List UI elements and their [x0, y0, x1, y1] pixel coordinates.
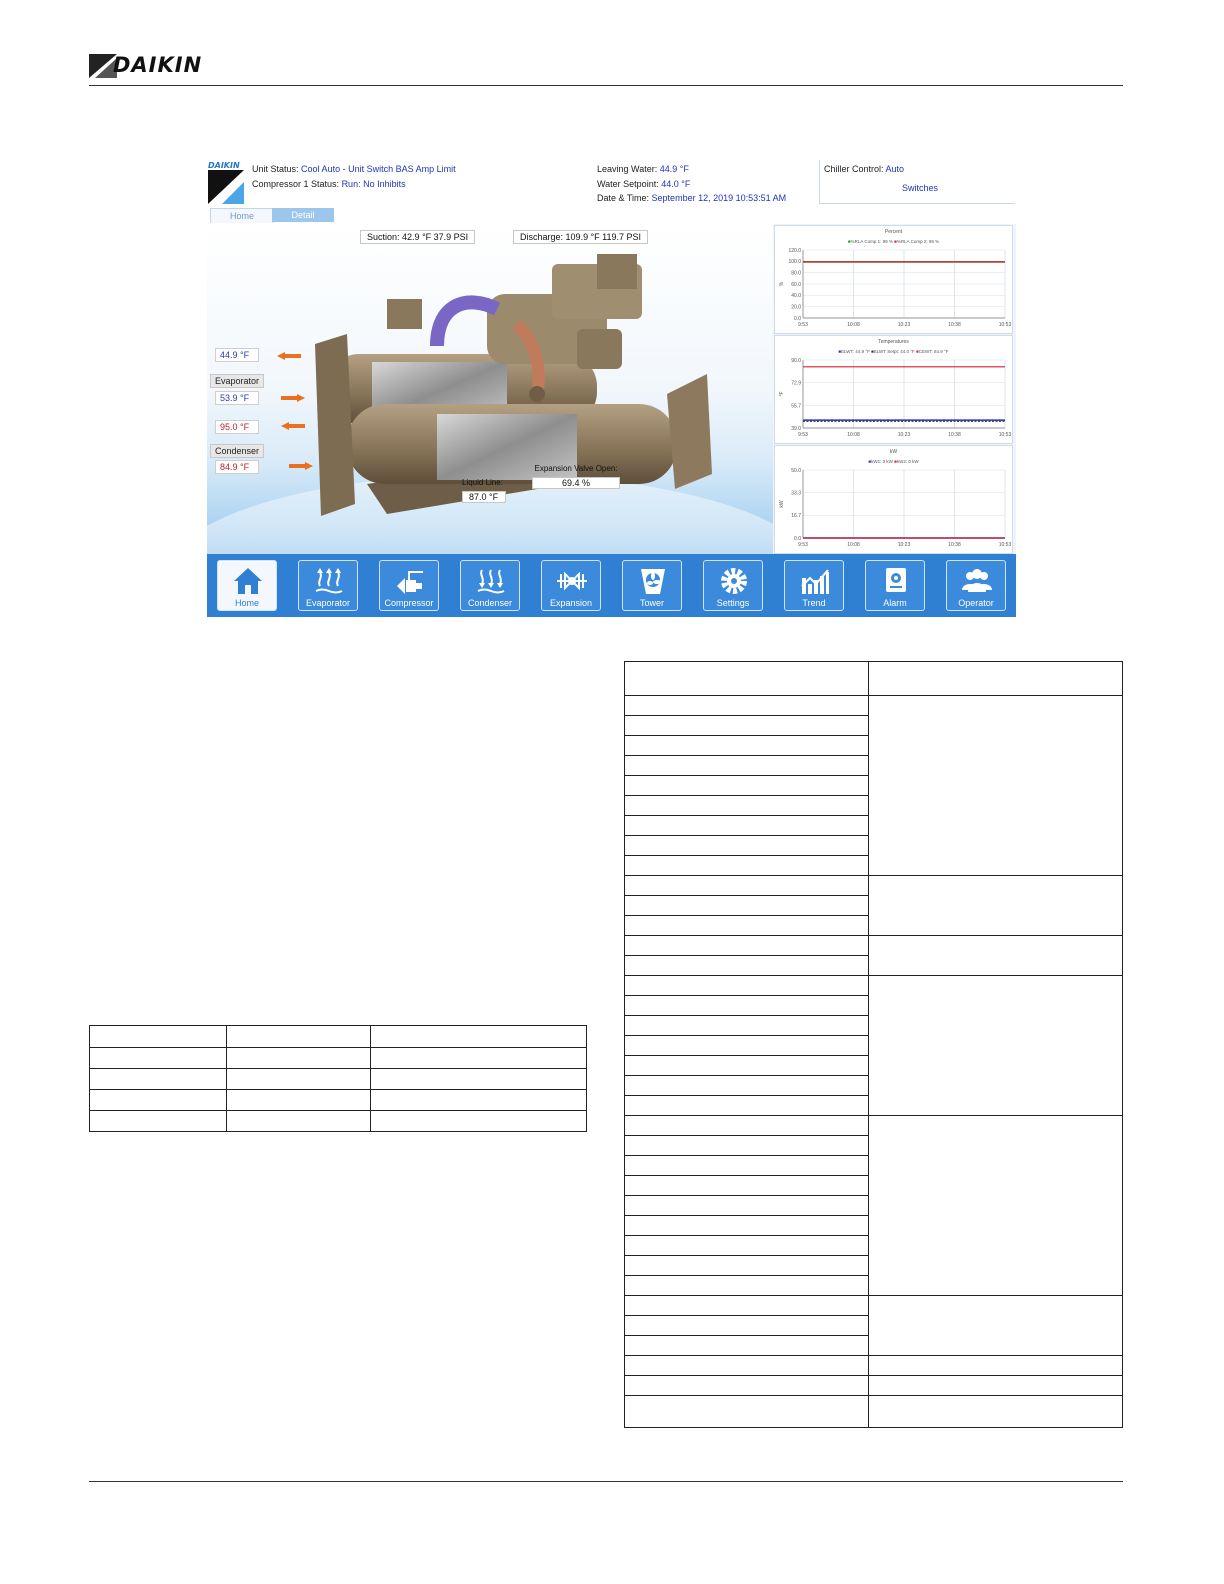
screen-logo-icon: [208, 170, 244, 204]
tab-home[interactable]: Home: [210, 208, 274, 223]
tab-detail[interactable]: Detail: [272, 208, 334, 222]
table-cell: [625, 662, 869, 696]
table-cell: [625, 1396, 869, 1428]
chart-legend: ■kW1: 0 kW ■kW2: 0 kW: [868, 459, 919, 464]
x-tick-label: 10:23: [897, 432, 911, 438]
table-cell: [90, 1069, 227, 1090]
unit-status: Unit Status: Cool Auto - Unit Switch BAS Amp Limit: [252, 164, 456, 174]
condenser-entering-temp: 84.9 °F: [215, 460, 259, 474]
y-tick-label: 40.0: [791, 293, 801, 300]
nav-compressor-button[interactable]: Compressor: [379, 560, 439, 611]
table-cell: [869, 1376, 1123, 1396]
table-cell: [371, 1090, 587, 1111]
table-cell: [625, 916, 869, 936]
home-icon: [233, 566, 263, 596]
table-cell: [227, 1090, 371, 1111]
table-cell: [625, 1376, 869, 1396]
y-tick-label: 0.0: [794, 535, 801, 542]
table-cell: [625, 996, 869, 1016]
y-tick-label: 20.0: [791, 304, 801, 311]
table-row: [625, 1396, 1123, 1428]
table-cell: [227, 1111, 371, 1132]
y-tick-label: 80.0: [791, 270, 801, 277]
table-row: [625, 876, 1123, 896]
status-separator: [819, 160, 820, 204]
kw-chart[interactable]: [774, 445, 1013, 554]
trend-chart-icon: [800, 566, 830, 596]
condenser-leaving-temp: 95.0 °F: [215, 420, 259, 434]
condenser-icon: [476, 566, 506, 596]
table-cell: [90, 1048, 227, 1069]
status-underline: [819, 203, 1015, 204]
table-row: [625, 936, 1123, 956]
chiller-illustration: [307, 254, 737, 534]
table-cell: [625, 1076, 869, 1096]
table-cell: [625, 696, 869, 716]
evaporator-icon: [314, 566, 344, 596]
x-tick-label: 10:38: [948, 432, 961, 438]
percent-chart[interactable]: [774, 225, 1013, 334]
x-tick-label: 10:53: [998, 542, 1012, 548]
table-cell: [625, 1196, 869, 1216]
table-row: [625, 1356, 1123, 1376]
suction-readout: Suction: 42.9 °F 37.9 PSI: [360, 230, 475, 244]
table-cell: [625, 1156, 869, 1176]
table-cell: [625, 956, 869, 976]
table-cell: [625, 1356, 869, 1376]
compressor-icon: [395, 566, 425, 596]
x-tick-label: 10:38: [948, 542, 961, 548]
table-cell: [625, 1096, 869, 1116]
footer-rule: [89, 1481, 1123, 1482]
table-cell: [869, 1396, 1123, 1428]
y-tick-label: 100.0: [788, 259, 801, 266]
tower-fan-icon: [638, 566, 668, 596]
y-tick-label: 120.0: [788, 247, 801, 254]
table-cell: [869, 696, 1123, 876]
table-row: [90, 1069, 587, 1090]
temperatures-chart-plot: [775, 356, 1012, 441]
table-cell: [625, 1016, 869, 1036]
y-tick-label: 90.0: [791, 357, 801, 364]
x-tick-label: 10:08: [847, 322, 860, 328]
switches-link[interactable]: Switches: [902, 183, 939, 193]
table-cell: [625, 856, 869, 876]
chart-title: kW: [889, 449, 898, 455]
table-cell: [625, 716, 869, 736]
table-cell: [90, 1090, 227, 1111]
condenser-label: Condenser: [210, 444, 264, 458]
nav-condenser-button[interactable]: Condenser: [460, 560, 520, 611]
table-row: [90, 1048, 587, 1069]
table-cell: [625, 1136, 869, 1156]
table-cell: [869, 976, 1123, 1116]
table-row: [625, 1116, 1123, 1136]
table-cell: [625, 756, 869, 776]
table-row: [90, 1111, 587, 1132]
y-tick-label: 50.0: [791, 467, 801, 474]
trend-charts-panel: [773, 224, 1016, 554]
y-tick-label: 33.3: [791, 490, 801, 497]
chiller-control: Chiller Control: Auto: [824, 164, 905, 174]
y-tick-label: 55.7: [791, 403, 801, 410]
evaporator-label: Evaporator: [210, 374, 264, 388]
table-cell: [371, 1048, 587, 1069]
table-row: [90, 1026, 587, 1048]
table-row: [625, 662, 1123, 696]
nav-tower-button[interactable]: Tower: [622, 560, 682, 611]
expansion-valve-icon: [557, 566, 587, 596]
table-cell: [625, 1036, 869, 1056]
y-tick-label: 16.7: [791, 513, 801, 520]
y-tick-label: 0.0: [794, 315, 801, 322]
arrow-left-icon: [281, 422, 305, 430]
status-bar: [207, 158, 1016, 206]
table-cell: [869, 662, 1123, 696]
chart-title: Percent: [884, 229, 903, 235]
table-cell: [625, 896, 869, 916]
table-cell: [625, 1056, 869, 1076]
controller-screen: [207, 158, 1016, 617]
expansion-valve-readout: Expansion Valve Open: 69.4 %: [532, 464, 620, 491]
users-icon: [962, 566, 992, 596]
x-tick-label: 9:53: [798, 322, 808, 328]
percent-chart-plot: [775, 246, 1012, 331]
tab-bar: [207, 206, 1016, 225]
kw-chart-plot: [775, 466, 1012, 551]
chart-legend: ■ELWT: 44.9 °F ■ELWT Setpt: 44.0 °F ■CEWT: 84.9 °F: [838, 349, 949, 354]
chart-title: Temperatures: [878, 339, 909, 345]
x-tick-label: 10:38: [948, 322, 961, 328]
table-cell: [371, 1069, 587, 1090]
brand-logo-text: DAIKIN: [113, 53, 203, 77]
nav-evaporator-button[interactable]: Evaporator: [298, 560, 358, 611]
table-cell: [625, 936, 869, 956]
screen-logo: DAIKIN: [208, 161, 240, 170]
header-rule: [89, 85, 1123, 86]
table-cell: [625, 1236, 869, 1256]
arrow-right-icon: [289, 462, 313, 470]
x-tick-label: 10:08: [847, 542, 860, 548]
nav-operator-button[interactable]: Operator: [946, 560, 1006, 611]
x-tick-label: 10:53: [998, 432, 1012, 438]
table-cell: [227, 1048, 371, 1069]
table-cell: [625, 1316, 869, 1336]
table-cell: [227, 1026, 371, 1048]
x-tick-label: 10:53: [998, 322, 1012, 328]
table-cell: [90, 1026, 227, 1048]
table-row: [625, 1376, 1123, 1396]
table-cell: [625, 836, 869, 856]
water-setpoint: Water Setpoint: 44.0 °F: [597, 179, 691, 189]
table-cell: [625, 1276, 869, 1296]
table-cell: [625, 876, 869, 896]
x-tick-label: 10:23: [897, 542, 911, 548]
evaporator-leaving-temp: 44.9 °F: [215, 348, 259, 362]
y-axis-label: %: [779, 281, 785, 287]
table-cell: [625, 1336, 869, 1356]
table-cell: [869, 876, 1123, 936]
nav-alarm-button[interactable]: Alarm: [865, 560, 925, 611]
y-axis-label: kW: [779, 500, 785, 508]
table-cell: [869, 1356, 1123, 1376]
table-cell: [625, 976, 869, 996]
nav-home-button[interactable]: Home: [217, 560, 277, 611]
compressor-status: Compressor 1 Status: Run: No Inhibits: [252, 179, 406, 189]
x-tick-label: 10:08: [847, 432, 860, 438]
table-cell: [625, 816, 869, 836]
table-cell: [869, 1116, 1123, 1296]
table-cell: [625, 1256, 869, 1276]
temperatures-chart[interactable]: [774, 335, 1013, 444]
x-tick-label: 9:53: [798, 542, 808, 548]
y-axis-label: °F: [779, 391, 785, 397]
y-tick-label: 39.0: [791, 425, 801, 432]
table-cell: [625, 1296, 869, 1316]
table-row: [625, 696, 1123, 716]
x-tick-label: 10:23: [897, 322, 911, 328]
nav-trend-button[interactable]: Trend: [784, 560, 844, 611]
table-cell: [869, 1296, 1123, 1356]
table-cell: [625, 736, 869, 756]
table-cell: [625, 1216, 869, 1236]
y-tick-label: 60.0: [791, 281, 801, 288]
table-cell: [90, 1111, 227, 1132]
table-row: [90, 1090, 587, 1111]
table-cell: [625, 1116, 869, 1136]
evaporator-entering-temp: 53.9 °F: [215, 391, 259, 405]
arrow-right-icon: [281, 394, 305, 402]
gear-icon: [719, 566, 749, 596]
table-cell: [625, 1176, 869, 1196]
date-time: Date & Time: September 12, 2019 10:53:51 AM: [597, 193, 787, 203]
left-table: [89, 1025, 587, 1132]
table-cell: [625, 776, 869, 796]
table-cell: [869, 936, 1123, 976]
table-row: [625, 976, 1123, 996]
bottom-navigation: [207, 554, 1016, 617]
y-tick-label: 72.9: [791, 380, 801, 387]
table-cell: [625, 796, 869, 816]
x-tick-label: 9:53: [798, 432, 808, 438]
nav-settings-button[interactable]: Settings: [703, 560, 763, 611]
chart-legend: ■%RLA Comp 1: 99 % ■%RLA Comp 2: 99 %: [847, 239, 940, 244]
table-cell: [371, 1026, 587, 1048]
nav-expansion-button[interactable]: Expansion: [541, 560, 601, 611]
liquid-line-readout: Liquid Line: 87.0 °F: [462, 478, 506, 505]
arrow-left-icon: [277, 352, 301, 360]
table-cell: [371, 1111, 587, 1132]
right-table: [624, 661, 1123, 1428]
discharge-readout: Discharge: 109.9 °F 119.7 PSI: [513, 230, 648, 244]
alarm-icon: [881, 566, 911, 596]
table-cell: [227, 1069, 371, 1090]
leaving-water: Leaving Water: 44.9 °F: [597, 164, 689, 174]
table-row: [625, 1296, 1123, 1316]
